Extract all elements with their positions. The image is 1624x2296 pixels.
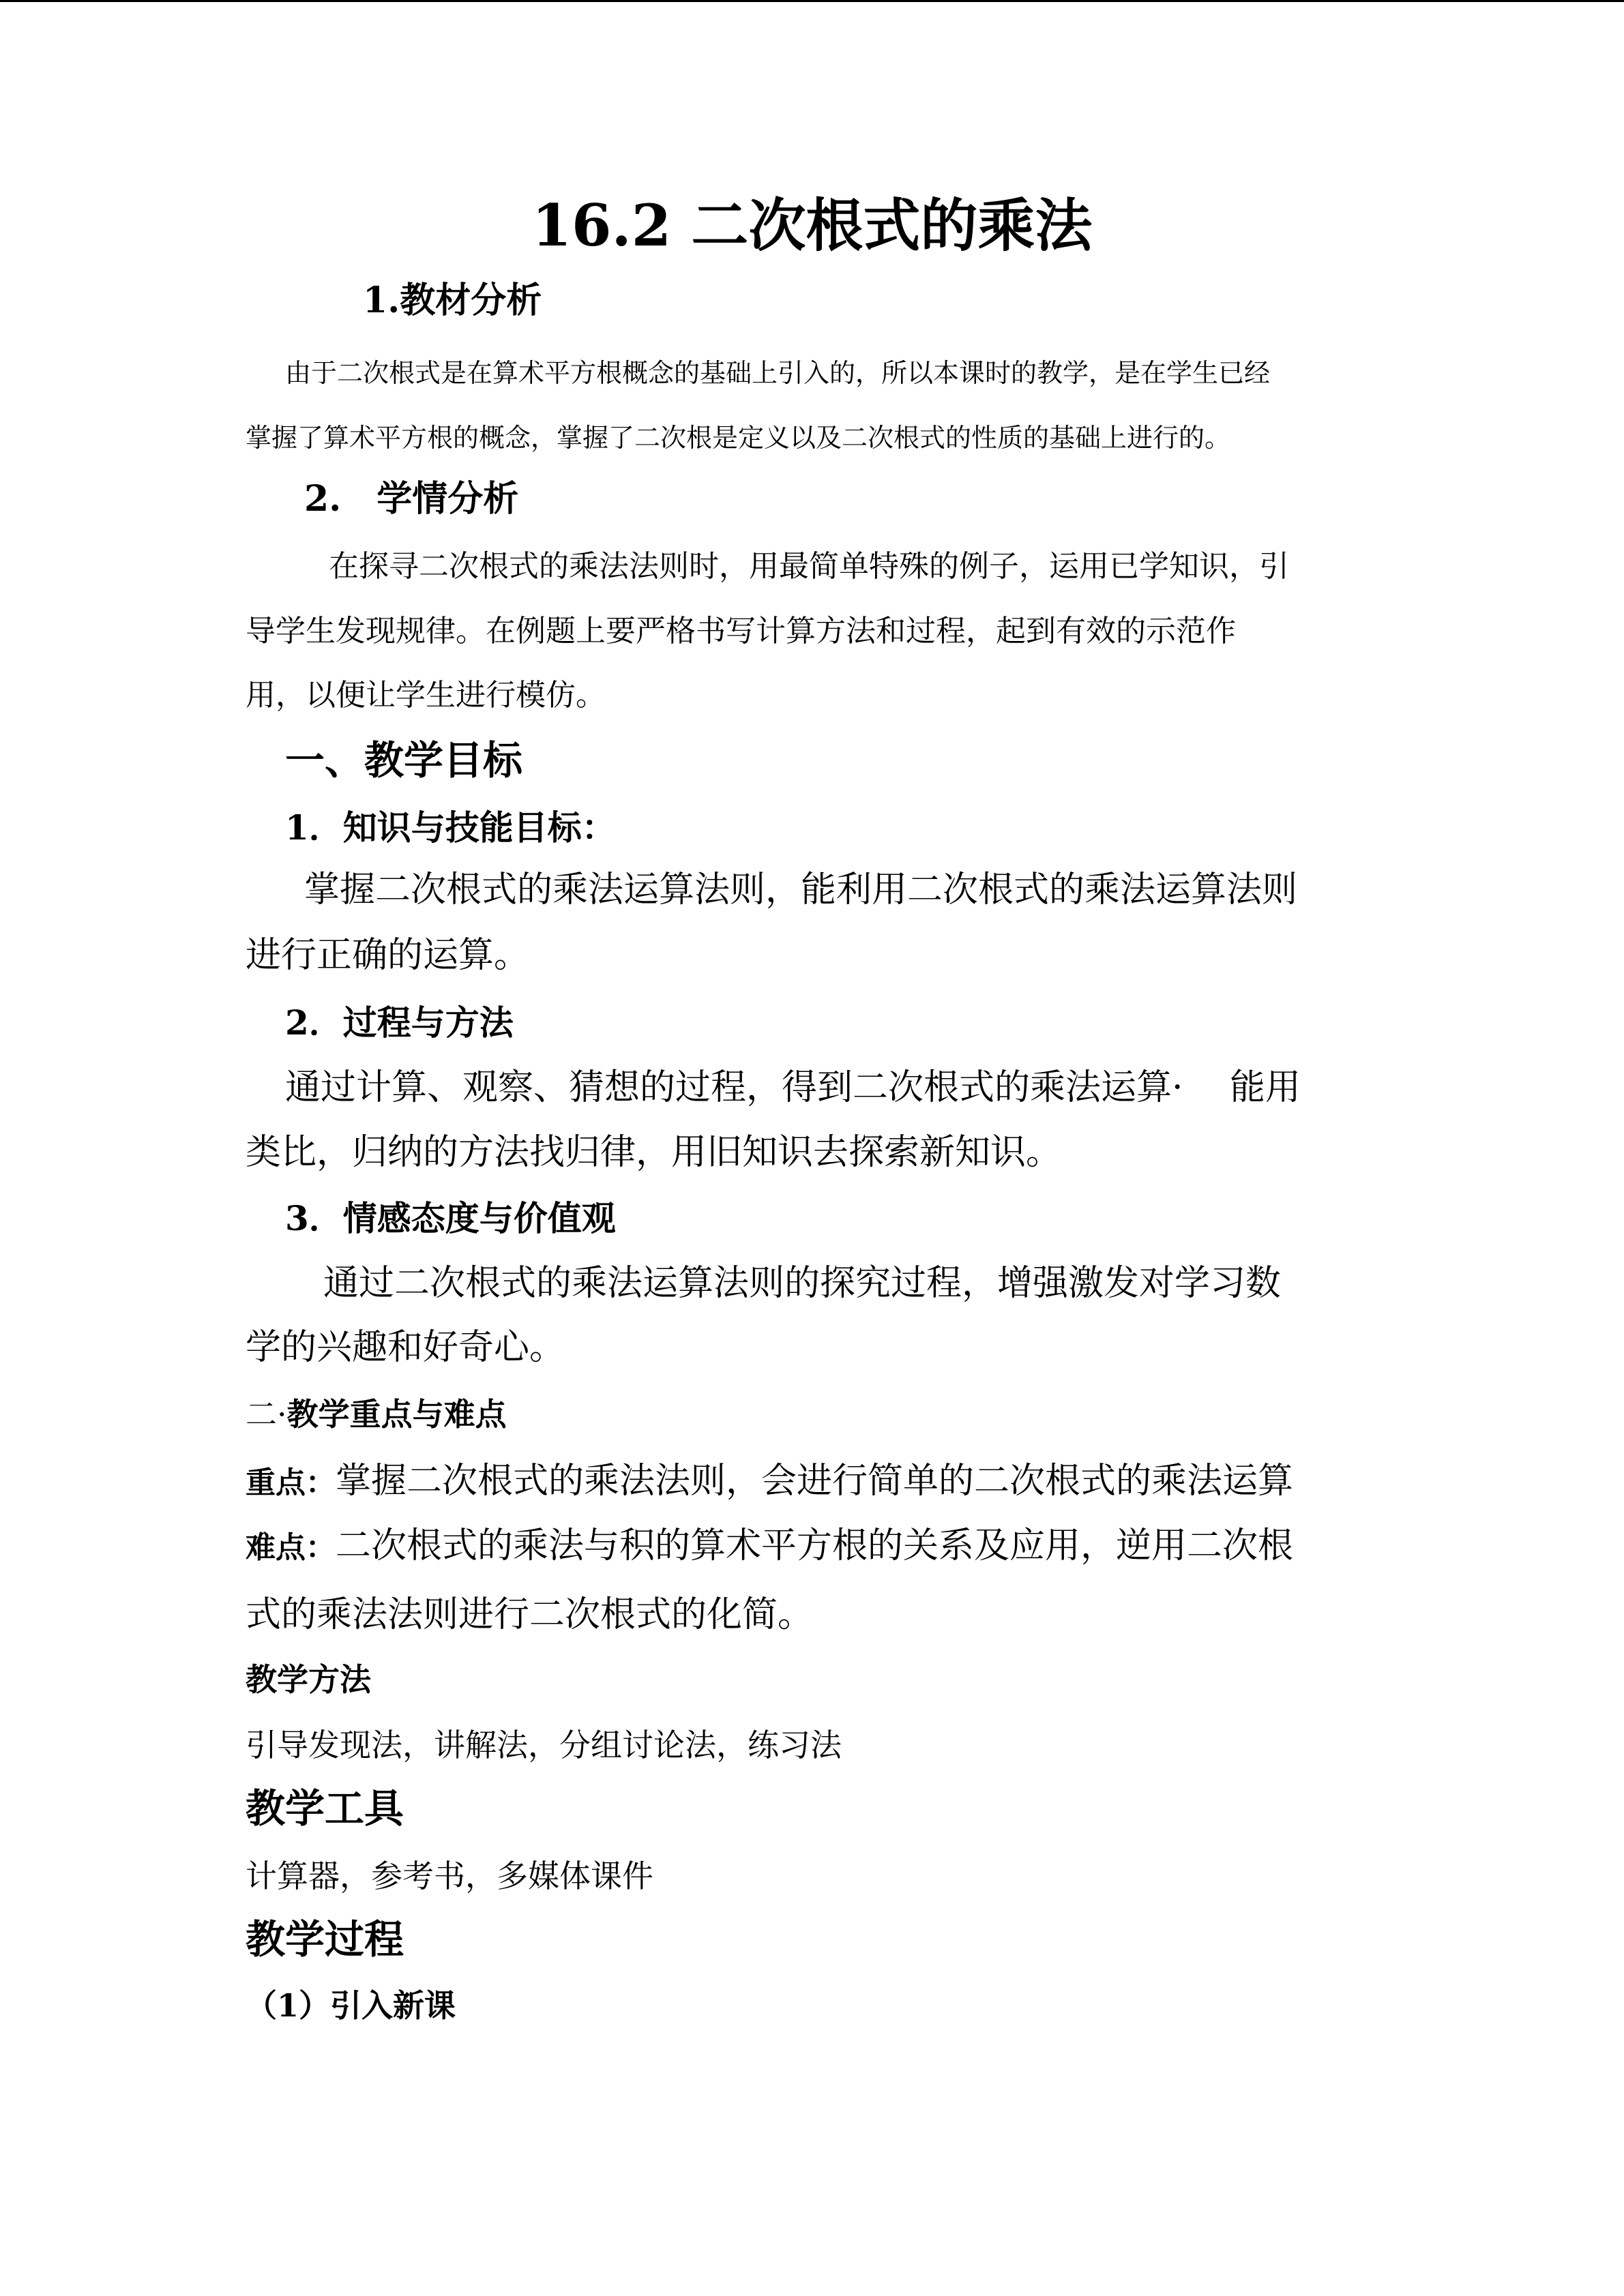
difficulty-line <box>246 1525 1294 1566</box>
key-point-line <box>246 1461 1294 1502</box>
paragraph-line: 导学生发现规律。在例题上要严格书写计算方法和过程，起到有效的示范作 <box>246 614 1236 648</box>
subsection-heading-goal1: 1．知识与技能目标： <box>285 807 616 848</box>
paragraph-line: 计算器，参考书，多媒体课件 <box>246 1858 653 1894</box>
section-heading-goals: 一、教学目标 <box>285 737 523 784</box>
section-heading-method: 教学方法 <box>246 1661 371 1698</box>
section-heading-key <box>246 1396 507 1433</box>
key-point-label: 重点： <box>246 1465 336 1500</box>
paragraph-line: 在探寻二次根式的乘法法则时，用最简单特殊的例子，运用已学知识，引 <box>329 549 1289 584</box>
page-title: 16.2 二次根式的乘法 <box>531 192 1093 259</box>
section-heading-tools: 教学工具 <box>246 1785 404 1832</box>
section-heading-process: 教学过程 <box>246 1916 404 1963</box>
section-prefix: 二· <box>246 1396 287 1433</box>
difficulty-label: 难点： <box>246 1530 336 1565</box>
process-step-heading: （1）引入新课 <box>246 1987 456 2024</box>
section-heading-students: 2. 学情分析 <box>304 478 519 520</box>
paragraph-line: 式的乘法法则进行二次根式的化简。 <box>246 1594 814 1635</box>
section-heading-text: 教学重点与难点 <box>286 1396 507 1433</box>
key-point-text: 掌握二次根式的乘法法则，会进行简单的二次根式的乘法运算 <box>336 1461 1294 1502</box>
subsection-heading-goal2: 2．过程与方法 <box>285 1002 514 1043</box>
paragraph-line: 用，以便让学生进行模仿。 <box>246 678 606 713</box>
paragraph-line: 引导发现法，讲解法，分组讨论法，练习法 <box>246 1727 842 1763</box>
paragraph-line: 通过计算、观察、猜想的过程，得到二次根式的乘法运算· 能用 <box>285 1067 1301 1108</box>
paragraph-line: 类比，归纳的方法找归律，用旧知识去探索新知识。 <box>246 1132 1062 1173</box>
paragraph-line: 学的兴趣和好奇心。 <box>246 1327 565 1368</box>
subsection-heading-goal3: 3．情感态度与价值观 <box>285 1198 616 1238</box>
paragraph-line: 通过二次根式的乘法运算法则的探究过程，增强激发对学习数 <box>323 1263 1282 1304</box>
paragraph-line: 进行正确的运算。 <box>246 935 530 976</box>
paragraph-line: 由于二次根式是在算术平方根概念的基础上引入的，所以本课时的教学，是在学生已经 <box>285 358 1271 388</box>
paragraph-line: 掌握了算术平方根的概念，掌握了二次根是定义以及二次根式的性质的基础上进行的。 <box>246 423 1231 453</box>
paragraph-line: 掌握二次根式的乘法运算法则，能利用二次根式的乘法运算法则 <box>304 869 1298 910</box>
section-heading-material: 1.教材分析 <box>363 280 542 321</box>
difficulty-text: 二次根式的乘法与积的算术平方根的关系及应用，逆用二次根 <box>336 1525 1294 1566</box>
